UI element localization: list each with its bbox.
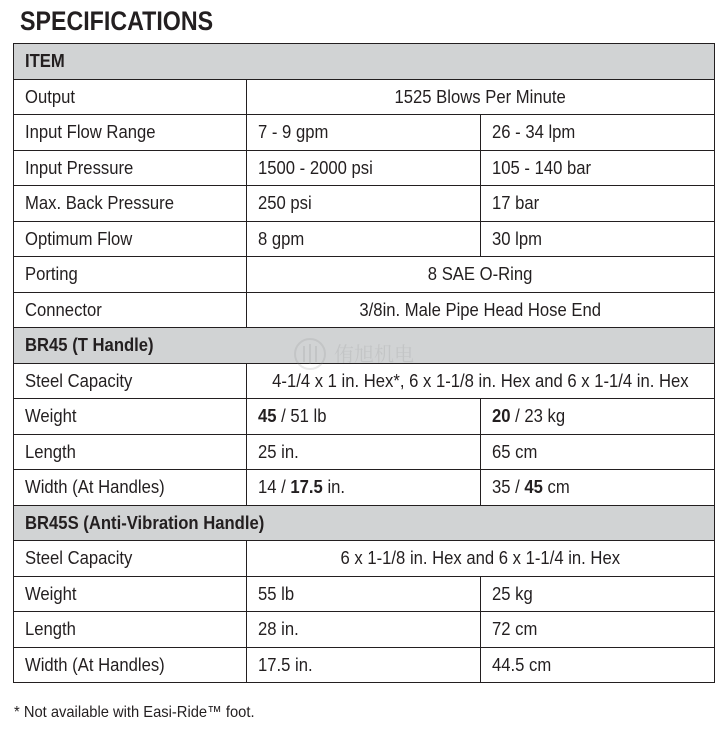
page-title: SPECIFICATIONS bbox=[20, 6, 214, 36]
row-label: Connector bbox=[14, 292, 247, 328]
row-value-metric: 72 cm bbox=[481, 612, 715, 648]
row-label: Width (At Handles) bbox=[14, 470, 247, 506]
row-value-imperial: 17.5 in. bbox=[247, 647, 481, 683]
row-label: Steel Capacity bbox=[14, 541, 247, 577]
row-value: 6 x 1-1/8 in. Hex and 6 x 1-1/4 in. Hex bbox=[247, 541, 715, 577]
table-row bbox=[14, 150, 715, 186]
row-value-metric: 30 lpm bbox=[481, 221, 715, 257]
row-value: 4-1/4 x 1 in. Hex*, 6 x 1-1/8 in. Hex and 6 x 1-1/4 in. Hex bbox=[247, 363, 715, 399]
table-row bbox=[14, 115, 715, 151]
section-header-row bbox=[14, 505, 715, 541]
row-label: Input Pressure bbox=[14, 150, 247, 186]
row-value-metric: 20 / 23 kg bbox=[481, 399, 715, 435]
row-value-metric: 65 cm bbox=[481, 434, 715, 470]
row-value-metric: 17 bar bbox=[481, 186, 715, 222]
table-row bbox=[14, 292, 715, 328]
row-value: 1525 Blows Per Minute bbox=[247, 79, 715, 115]
row-value-imperial: 28 in. bbox=[247, 612, 481, 648]
table-row bbox=[14, 221, 715, 257]
table-row bbox=[14, 434, 715, 470]
row-value-imperial: 1500 - 2000 psi bbox=[247, 150, 481, 186]
row-value-imperial: 55 lb bbox=[247, 576, 481, 612]
table-row bbox=[14, 257, 715, 293]
row-value-metric: 105 - 140 bar bbox=[481, 150, 715, 186]
row-label: Length bbox=[14, 612, 247, 648]
section-header-br45s: BR45S (Anti-Vibration Handle) bbox=[14, 505, 715, 541]
row-label: Input Flow Range bbox=[14, 115, 247, 151]
row-label: Steel Capacity bbox=[14, 363, 247, 399]
row-value: 8 SAE O-Ring bbox=[247, 257, 715, 293]
table-row bbox=[14, 647, 715, 683]
footnote: * Not available with Easi-Ride™ foot. bbox=[14, 704, 255, 721]
row-value-imperial: 250 psi bbox=[247, 186, 481, 222]
row-value-imperial: 14 / 17.5 in. bbox=[247, 470, 481, 506]
specifications-table bbox=[13, 43, 715, 683]
row-value-metric: 26 - 34 lpm bbox=[481, 115, 715, 151]
row-label: Optimum Flow bbox=[14, 221, 247, 257]
row-value: 3/8in. Male Pipe Head Hose End bbox=[247, 292, 715, 328]
table-row bbox=[14, 470, 715, 506]
row-label: Max. Back Pressure bbox=[14, 186, 247, 222]
row-value-imperial: 45 / 51 lb bbox=[247, 399, 481, 435]
table-row bbox=[14, 541, 715, 577]
row-label: Output bbox=[14, 79, 247, 115]
row-value-metric: 25 kg bbox=[481, 576, 715, 612]
row-label: Weight bbox=[14, 576, 247, 612]
row-value-imperial: 7 - 9 gpm bbox=[247, 115, 481, 151]
section-header-row bbox=[14, 44, 715, 80]
table-row bbox=[14, 576, 715, 612]
row-label: Porting bbox=[14, 257, 247, 293]
table-row bbox=[14, 186, 715, 222]
section-header-br45: BR45 (T Handle) bbox=[14, 328, 715, 364]
table-row bbox=[14, 79, 715, 115]
row-value-metric: 44.5 cm bbox=[481, 647, 715, 683]
row-label: Width (At Handles) bbox=[14, 647, 247, 683]
row-value-imperial: 25 in. bbox=[247, 434, 481, 470]
section-header-row bbox=[14, 328, 715, 364]
row-label: Length bbox=[14, 434, 247, 470]
row-value-metric: 35 / 45 cm bbox=[481, 470, 715, 506]
table-row bbox=[14, 363, 715, 399]
table-row bbox=[14, 399, 715, 435]
row-label: Weight bbox=[14, 399, 247, 435]
table-row bbox=[14, 612, 715, 648]
row-value-imperial: 8 gpm bbox=[247, 221, 481, 257]
section-header-item: ITEM bbox=[14, 44, 715, 80]
